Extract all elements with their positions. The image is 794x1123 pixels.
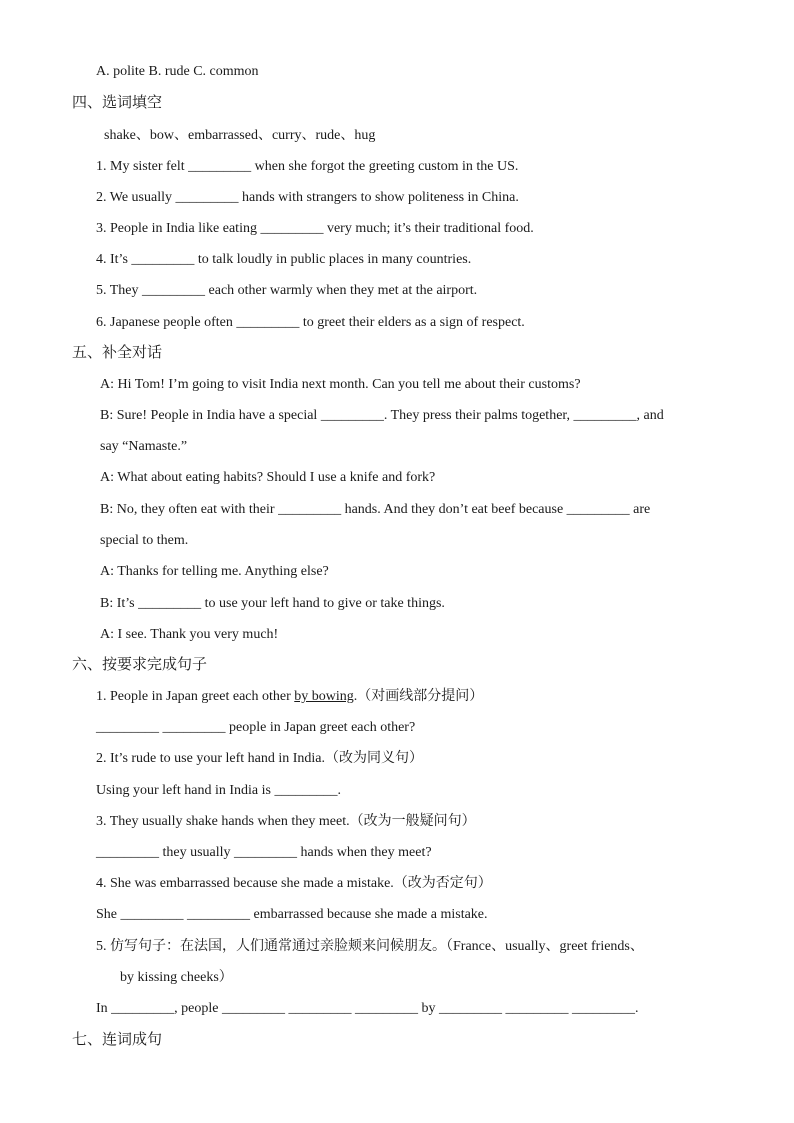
dialogue-line-1: A: Hi Tom! I’m going to visit India next month. Can you tell me about their customs? xyxy=(100,377,581,392)
answer-line-5: In _________, people _________ _________ _________ by _________ _________ _________. xyxy=(96,1001,639,1016)
question-1-text: 1. People in Japan greet each other xyxy=(96,689,295,704)
fill-item-2: 2. We usually _________ hands with strangers to show politeness in China. xyxy=(96,190,519,205)
dialogue-line-8: B: It’s _________ to use your left hand to give or take things. xyxy=(100,596,445,611)
answer-line-3: _________ they usually _________ hands when they meet? xyxy=(96,845,432,860)
fill-item-3: 3. People in India like eating _________ very much; it’s their traditional food. xyxy=(96,221,534,236)
section-7-heading: 七、连词成句 xyxy=(72,1032,163,1048)
dialogue-line-7: A: Thanks for telling me. Anything else? xyxy=(100,564,329,579)
dialogue-line-9: A: I see. Thank you very much! xyxy=(100,627,279,642)
fill-item-5: 5. They _________ each other warmly when they met at the airport. xyxy=(96,283,478,298)
previous-question-options: A. polite B. rude C. common xyxy=(96,64,259,79)
fill-item-1: 1. My sister felt _________ when she forgot the greeting custom in the US. xyxy=(96,159,519,174)
transform-question-5: 5. 仿写句子：在法国，人们通常通过亲脸颊来问候朋友。（France、usually、greet friends、 xyxy=(96,939,644,954)
transform-question-3: 3. They usually shake hands when they meet.（改为一般疑问句） xyxy=(96,814,476,829)
transform-question-5-cont: by kissing cheeks） xyxy=(120,970,233,985)
dialogue-line-6: special to them. xyxy=(100,533,189,548)
dialogue-line-4: A: What about eating habits? Should I use a knife and fork? xyxy=(100,470,436,485)
section-6-heading: 六、按要求完成句子 xyxy=(72,657,208,673)
word-bank: shake、bow、embarrassed、curry、rude、hug xyxy=(104,128,376,143)
transform-question-2: 2. It’s rude to use your left hand in India.（改为同义句） xyxy=(96,751,424,766)
section-5-heading: 五、补全对话 xyxy=(72,345,163,361)
dialogue-line-2: B: Sure! People in India have a special _________. They press their palms together, _________, and xyxy=(100,408,664,423)
fill-item-4: 4. It’s _________ to talk loudly in public places in many countries. xyxy=(96,252,472,267)
dialogue-line-3: say “Namaste.” xyxy=(100,439,188,454)
answer-line-2: Using your left hand in India is _________. xyxy=(96,783,341,798)
answer-line-1: _________ _________ people in Japan greet each other? xyxy=(96,720,416,735)
transform-question-4: 4. She was embarrassed because she made a mistake.（改为否定句） xyxy=(96,876,492,891)
dialogue-line-5: B: No, they often eat with their _________ hands. And they don’t eat beef because _________ are xyxy=(100,502,651,517)
transform-question-1 xyxy=(96,688,483,706)
fill-item-6: 6. Japanese people often _________ to greet their elders as a sign of respect. xyxy=(96,315,525,330)
section-4-heading: 四、选词填空 xyxy=(72,95,163,111)
question-1-instruction: .（对画线部分提问） xyxy=(353,689,484,704)
underlined-phrase: by bowing xyxy=(294,689,354,704)
answer-line-4: She _________ _________ embarrassed because she made a mistake. xyxy=(96,907,488,922)
